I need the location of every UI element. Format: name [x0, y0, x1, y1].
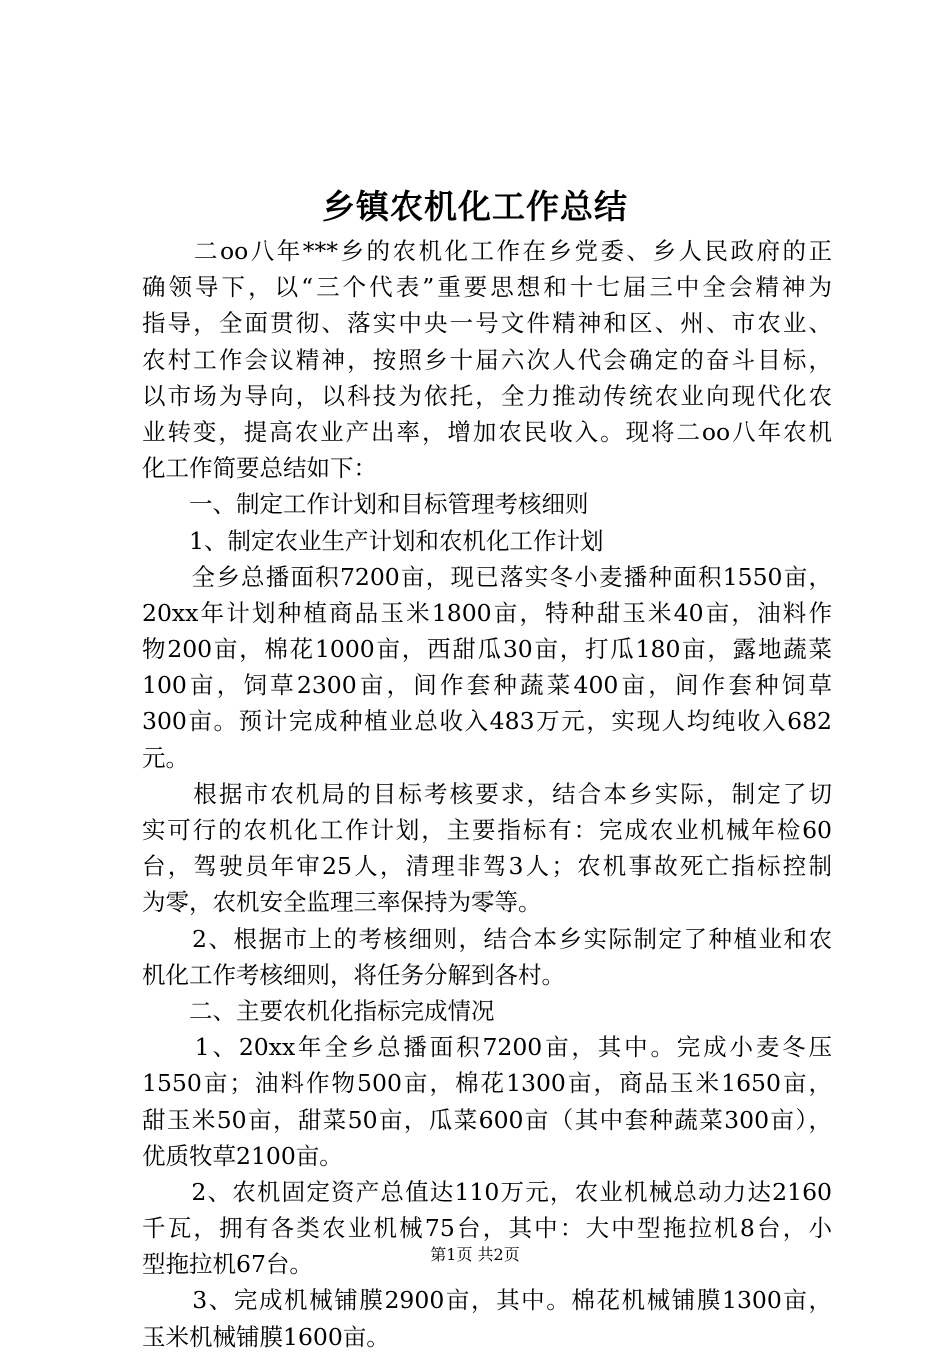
document-body [142, 233, 832, 1355]
text-line: 机化工作考核细则，将任务分解到各村。 [142, 960, 565, 989]
text-line: 全乡总播面积7200亩，现已落实冬小麦播种面积1550亩， [142, 562, 832, 591]
text-line: 3、完成机械铺膜2900亩，其中。棉花机械铺膜1300亩， [142, 1286, 832, 1315]
text-line: 二、主要农机化指标完成情况 [142, 996, 495, 1025]
text-line: 二oo八年***乡的农机化工作在乡党委、乡人民政府的正 [142, 237, 832, 265]
text-line: 业转变，提高农业产出率，增加农民收入。现将二oo八年农机 [142, 417, 832, 446]
text-line: 型拖拉机67台。 [142, 1250, 313, 1279]
text-line: 一、制定工作计划和目标管理考核细则 [142, 490, 589, 519]
page-footer: 第1页 共2页 [430, 1245, 520, 1264]
text-line: 农村工作会议精神，按照乡十届六次人代会确定的奋斗目标， [142, 345, 832, 374]
text-line: 指导，全面贯彻、落实中央一号文件精神和区、州、市农业、 [142, 309, 832, 338]
text-line: 千瓦，拥有各类农业机械75台，其中：大中型拖拉机8台，小 [142, 1214, 832, 1243]
text-line: 20xx年计划种植商品玉米1800亩，特种甜玉米40亩，油料作 [142, 598, 832, 627]
text-line: 100亩，饲草2300亩，间作套种蔬菜400亩，间作套种饲草 [142, 671, 832, 700]
text-line: 2、农机固定资产总值达110万元，农业机械总动力达2160 [142, 1177, 832, 1206]
text-line: 1、制定农业生产计划和农机化工作计划 [142, 526, 604, 555]
text-line: 为零，农机安全监理三率保持为零等。 [142, 888, 542, 917]
text-line: 台，驾驶员年审25人，清理非驾3人；农机事故死亡指标控制 [142, 852, 832, 881]
text-line: 300亩。预计完成种植业总收入483万元，实现人均纯收入682 [142, 707, 832, 736]
document-title: 乡镇农机化工作总结 [322, 187, 628, 226]
text-line: 实可行的农机化工作计划，主要指标有：完成农业机械年检60 [142, 816, 832, 844]
text-line: 根据市农机局的目标考核要求，结合本乡实际，制定了切 [142, 779, 832, 808]
text-line: 确领导下，以“三个代表”重要思想和十七届三中全会精神为 [142, 273, 832, 302]
text-line: 化工作简要总结如下： [142, 454, 377, 483]
text-line: 1、20xx年全乡总播面积7200亩，其中。完成小麦冬压 [142, 1033, 832, 1062]
text-line: 甜玉米50亩，甜菜50亩，瓜菜600亩（其中套种蔬菜300亩）， [142, 1105, 832, 1134]
text-line: 2、根据市上的考核细则，结合本乡实际制定了种植业和农 [142, 924, 832, 953]
text-line: 玉米机械铺膜1600亩。 [142, 1322, 390, 1351]
text-line: 以市场为导向，以科技为依托，全力推动传统农业向现代化农 [142, 381, 832, 410]
text-line: 元。 [142, 743, 189, 772]
text-line: 1550亩；油料作物500亩，棉花1300亩，商品玉米1650亩， [142, 1069, 832, 1098]
text-line: 优质牧草2100亩。 [142, 1141, 343, 1170]
text-line: 物200亩，棉花1000亩，西甜瓜30亩，打瓜180亩，露地蔬菜 [142, 635, 832, 664]
